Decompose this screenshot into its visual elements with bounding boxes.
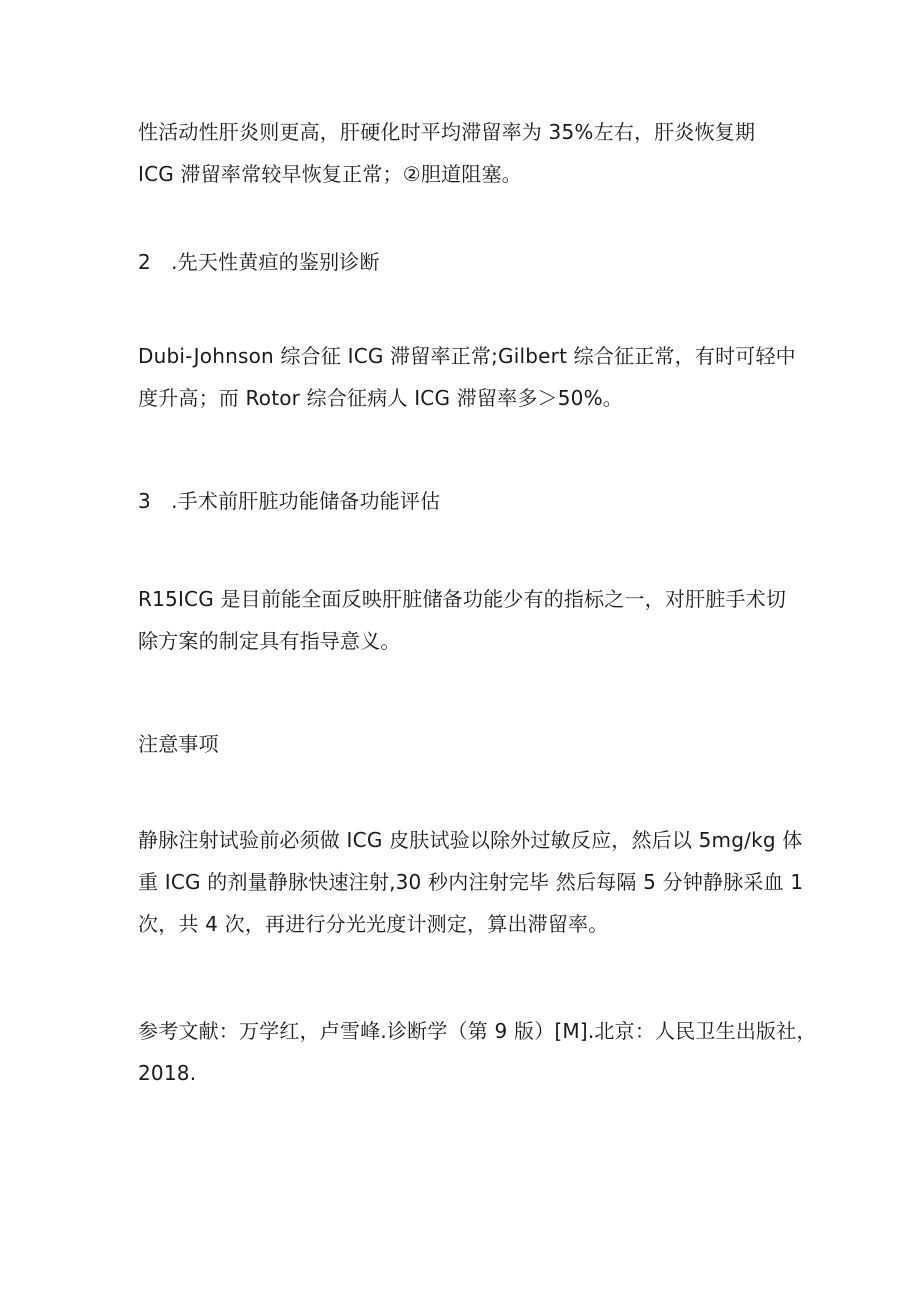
- paragraph-line: ICG 滞留率常较早恢复正常；②胆道阻塞。: [138, 162, 522, 186]
- paragraph-line: 次，共 4 次，再进行分光光度计测定，算出滞留率。: [138, 912, 609, 936]
- paragraph-preop-assessment: [138, 583, 798, 658]
- reference-citation: [138, 1015, 817, 1090]
- section-heading-notes: 注意事项: [138, 732, 219, 756]
- paragraph-notes: [138, 824, 804, 941]
- paragraph-line: 度升高；而 Rotor 综合征病人 ICG 滞留率多＞50%。: [138, 386, 623, 410]
- paragraph-line: 静脉注射试验前必须做 ICG 皮肤试验以除外过敏反应，然后以 5mg∕kg 体: [138, 828, 803, 852]
- section-heading-2: 2 .先天性黄疸的鉴别诊断: [138, 250, 380, 274]
- paragraph-line: R15ICG 是目前能全面反映肝脏储备功能少有的指标之一，对肝脏手术切: [138, 587, 787, 611]
- paragraph-line: 性活动性肝炎则更高，肝硬化时平均滞留率为 35%左右，肝炎恢复期: [138, 120, 756, 144]
- reference-line: 2018.: [138, 1061, 197, 1085]
- paragraph-line: 除方案的制定具有指导意义。: [138, 629, 401, 653]
- reference-line: 参考文献：万学红，卢雪峰.诊断学（第 9 版）[M].北京：人民卫生出版社，: [138, 1019, 817, 1043]
- paragraph-congenital-jaundice: [138, 340, 798, 415]
- paragraph-line: Dubi-Johnson 综合征 ICG 滞留率正常;Gilbert 综合征正常，有时可轻中: [138, 344, 796, 368]
- section-heading-3: 3 .手术前肝脏功能储备功能评估: [138, 489, 441, 513]
- paragraph-intro: [138, 116, 798, 191]
- paragraph-line: 重 ICG 的剂量静脉快速注射,30 秒内注射完毕 然后每隔 5 分钟静脉采血 1: [138, 870, 804, 894]
